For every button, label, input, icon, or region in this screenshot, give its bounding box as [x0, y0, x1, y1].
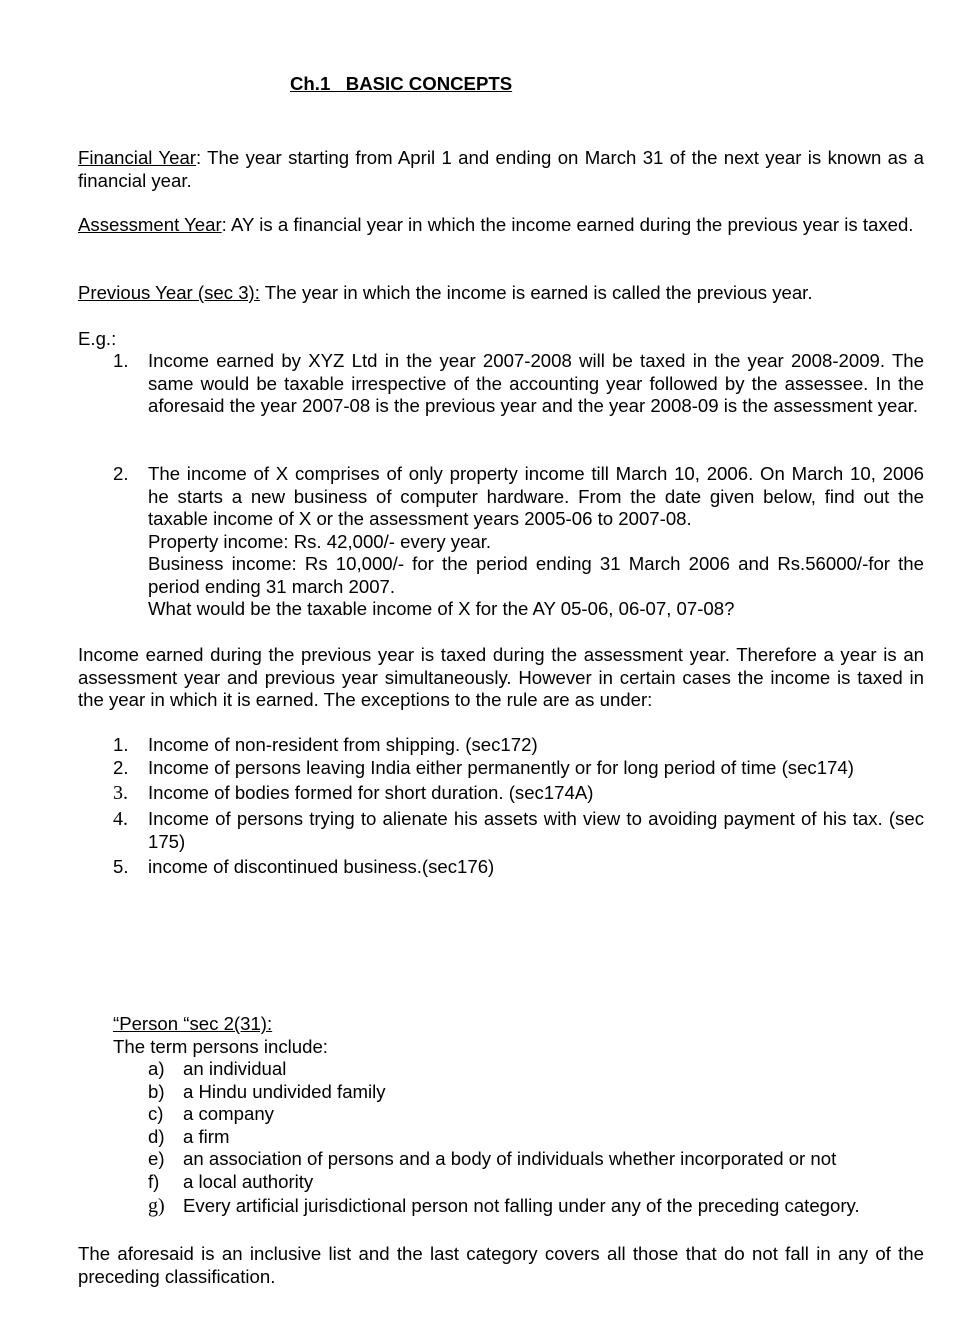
list-letter: b): [148, 1080, 165, 1102]
example-question: What would be the taxable income of X for the AY 05-06, 06-07, 07-08?: [148, 598, 735, 619]
financial-year-sep: :: [196, 147, 202, 168]
closing-paragraph: The aforesaid is an inclusive list and the last category covers all those that do not fall in any of the preceding classification.: [78, 1243, 924, 1287]
example-text: The income of X comprises of only property income till March 10, 2006. On March 10, 2006 he starts a new business of computer hardware. From the date given below, find out the taxable income of X or the assessment years 2005-06 to 2007-08.: [148, 463, 924, 529]
list-text: income of discontinued business.(sec176): [148, 856, 495, 877]
list-item: [148, 1171, 924, 1195]
list-item: [78, 734, 924, 757]
page-title: Ch.1 BASIC CONCEPTS: [290, 73, 513, 94]
list-item: [78, 757, 924, 782]
list-number: 2.: [113, 757, 129, 778]
list-number: 5.: [113, 856, 129, 877]
list-letter: c): [148, 1103, 164, 1124]
list-text: Income of bodies formed for short duration. (sec174A): [148, 782, 594, 803]
previous-year-term: Previous Year (sec 3):: [78, 282, 260, 303]
list-item: [148, 1058, 924, 1081]
person-heading-text: “Person “sec 2(31):: [113, 1013, 273, 1034]
financial-year-term: Financial Year: [78, 147, 196, 168]
list-text: an association of persons and a body of individuals whether incorporated or not: [183, 1148, 837, 1169]
person-list: [148, 1058, 924, 1217]
example-1: [78, 350, 924, 418]
list-number: 1.: [113, 734, 129, 755]
list-text: Income of persons leaving India either permanently or for long period of time (sec174): [148, 757, 854, 778]
list-item: [148, 1103, 924, 1126]
example-business-income: Business income: Rs 10,000/- for the period ending 31 March 2006 and Rs.56000/-for the period ending 31 march 2007.: [148, 553, 924, 597]
list-item: [148, 1195, 924, 1218]
list-text: a firm: [183, 1125, 230, 1147]
person-intro: The term persons include:: [113, 1036, 328, 1057]
financial-year-definition: [78, 147, 924, 192]
assessment-year-definition: [78, 214, 924, 237]
example-number: 2.: [113, 463, 129, 484]
example-text: Income earned by XYZ Ltd in the year 2007-2008 will be taxed in the year 2008-2009. The same would be taxable irrespective of the accounting year followed by the assessee. In the aforesaid the year 2007-08 is the previous year and the year 2008-09 is the assessment year.: [148, 350, 924, 416]
eg-label: E.g.:: [78, 328, 117, 349]
example-number: 1.: [113, 350, 129, 371]
list-text: a Hindu undivided family: [183, 1080, 386, 1102]
previous-year-definition: [78, 282, 924, 305]
rule-paragraph: Income earned during the previous year is taxed during the assessment year. Therefore a year is an assessment year and previous year simultaneously. However in certain cases the income is taxed in the year in which it is earned. The exceptions to the rule are as under:: [78, 644, 924, 710]
list-item: [148, 1126, 924, 1149]
list-text: Every artificial jurisdictional person not falling under any of the preceding category.: [183, 1194, 860, 1216]
list-letter: f): [148, 1170, 160, 1192]
list-text: Income of persons trying to alienate his assets with view to avoiding payment of his tax. (sec 175): [148, 808, 924, 852]
list-number: 4.: [113, 808, 128, 830]
previous-year-text: The year in which the income is earned is called the previous year.: [259, 282, 813, 303]
list-text: an individual: [183, 1058, 287, 1079]
list-letter: g): [148, 1194, 165, 1217]
example-2: [78, 463, 924, 621]
financial-year-text: The year starting from April 1 and ending on March 31 of the next year is known as a financial year.: [78, 147, 924, 191]
list-item: [148, 1081, 924, 1104]
assessment-year-text: : AY is a financial year in which the income earned during the previous year is taxed.: [221, 214, 914, 235]
list-item: [78, 808, 924, 856]
assessment-year-term: Assessment Year: [78, 214, 222, 235]
list-letter: e): [148, 1148, 165, 1169]
list-item: [78, 782, 924, 808]
list-letter: d): [148, 1125, 165, 1147]
list-text: a local authority: [183, 1170, 314, 1192]
list-letter: a): [148, 1058, 165, 1079]
person-heading: [113, 1013, 924, 1036]
list-number: 3.: [113, 782, 128, 804]
exceptions-list: [78, 734, 924, 879]
list-text: Income of non-resident from shipping. (sec172): [148, 734, 538, 755]
example-property-income: Property income: Rs. 42,000/- every year.: [148, 530, 492, 552]
list-item: [78, 856, 924, 879]
list-text: a company: [183, 1103, 274, 1124]
list-item: [148, 1148, 924, 1171]
